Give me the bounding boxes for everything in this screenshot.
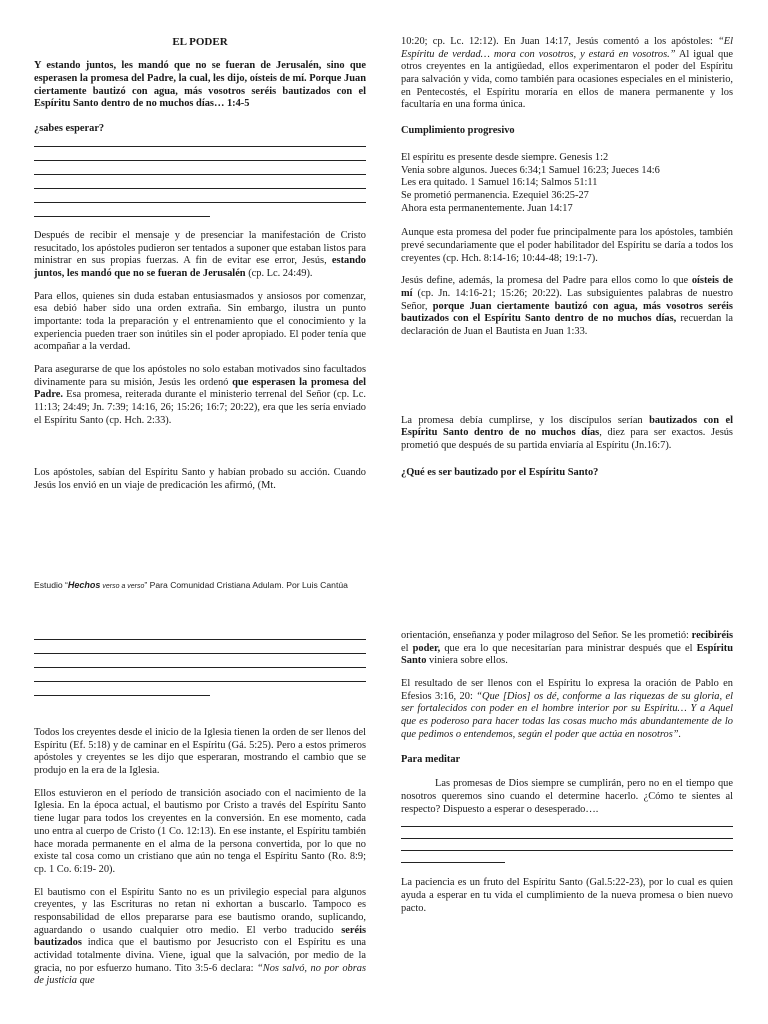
answer-line	[34, 695, 210, 696]
list-item: Se prometió permanencia. Ezequiel 36:25-27	[401, 189, 589, 201]
paragraph: La promesa debía cumplirse, y los discípulos serían bautizados con el Espíritu Santo dentro de no muchos días, diez para ser exactos. Jesús prometió que después de su partida enviaría al Espíritu (Jn.16:7).	[401, 414, 733, 452]
answer-lines	[34, 639, 366, 696]
answer-line	[34, 639, 366, 640]
answer-line	[401, 826, 733, 827]
answer-line	[34, 160, 366, 161]
paragraph: Las promesas de Dios siempre se cumplirán, pero no en el tiempo que nosotros queremos sino cuando el determine hacerlo. ¿Cómo te sientes al respecto? Dispuesto a esperar o desesperado….	[401, 778, 733, 815]
answer-line	[34, 653, 366, 654]
paragraph: El bautismo con el Espíritu Santo no es un privilegio especial para algunos creyentes, y las Escrituras no retan ni exhortan a buscarlo. Tampoco es responsabilidad de ellos prepararse para ese bautismo orando, suplicando, aguardando o usando cualquier otro medio. El verbo traducido seréis bautizados indica que el bautismo por Jesucristo con el Espíritu es una actividad totalmente divina. Viene, igual que la salvación, por medio de la gracia, no por esfuerzo humano. Tito 3:5-6 declara: “Nos salvó, no por obras de justicia que	[34, 886, 366, 987]
question-heading: ¿Qué es ser bautizado por el Espíritu Santo?	[401, 466, 599, 478]
section-heading: Para meditar	[401, 753, 461, 765]
page1-right-column	[401, 36, 733, 480]
page2-left-column	[34, 639, 366, 988]
answer-line	[34, 188, 366, 189]
list-item: Venia sobre algunos. Jueces 6:34;1 Samuel 16:23; Jueces 14:6	[401, 164, 660, 176]
paragraph: El resultado de ser llenos con el Espíritu lo expresa la oración de Pablo en Efesios 3:16, 20: “Que [Dios] os dé, conforme a las riquezas de su gloria, el ser fortalecidos con poder en el hombre interior por su Espíritu… Y a Aquel que es poderoso para hacer todas las cosas mucho más abundantemente de lo que pedimos o entendemos, según el poder que actúa en nosotros”.	[401, 678, 733, 740]
list-item: Les era quitado. 1 Samuel 16:14; Salmos 51:11	[401, 177, 598, 189]
answer-line	[401, 862, 505, 863]
page-footer: Estudio “Hechos verso a verso” Para Comunidad Cristiana Adulam. Por Luis Cantúa	[34, 580, 348, 590]
progress-list	[401, 152, 733, 215]
list-item: El espíritu es presente desde siempre. Genesis 1:2	[401, 151, 609, 163]
paragraph: Jesús define, además, la promesa del Padre para ellos como lo que oísteis de mí (cp. Jn. 14:16-21; 15:26; 20:22). Las subsiguientes palabras de nuestro Señor, porque Juan ciertamente bautizó con agua, más vosotros seréis bautizados con el Espíritu Santo dentro de no muchos días, recuerdan la declaración de Juan el Bautista en Juan 1:33.	[401, 275, 733, 338]
answer-line	[401, 850, 733, 851]
page-title: EL PODER	[172, 36, 228, 48]
section-heading: Cumplimiento progresivo	[401, 125, 515, 137]
paragraph: Ellos estuvieron en el período de transición asociado con el nacimiento de la Iglesia. En la época actual, el bautismo por Cristo a través del Espíritu Santo tiene lugar para todos los creyentes en la conversión. En ese momento, cada uno entra al cuerpo de Cristo (1 Co. 12:13). En ese instante, el Espíritu también hace morada permanente en el alma de la persona convertida, por lo que no existe tal cosa como un cristiano que aún no tenga el Espíritu Santo (Ro. 8:9; cp. 1 Co. 6:19- 20).	[34, 787, 366, 875]
answer-lines	[401, 826, 733, 863]
paragraph: La paciencia es un fruto del Espíritu Santo (Gal.5:22-23), por lo cual es quien ayuda a esperar en tu vida el cumplimiento de la nueva promesa o bien nuevo pacto.	[401, 877, 733, 914]
answer-line	[34, 667, 366, 668]
list-item: Ahora esta permanentemente. Juan 14:17	[401, 202, 573, 214]
page1-left-column	[34, 36, 366, 493]
paragraph: 10:20; cp. Lc. 12:12). En Juan 14:17, Jesús comentó a los apóstoles: “El Espíritu de verdad… mora con vosotros, y estará en vosotros.” Al igual que otros creyentes en la antigüedad, ellos experimentaron el poder del Espíritu para salvación y vida, como también para ocasiones especiales en el ministerio, en Pentecostés, el Espíritu moraría en ellos de manera permanente y los facultaría en una forma única.	[401, 36, 733, 111]
page2-right-column	[401, 630, 733, 915]
paragraph: Después de recibir el mensaje y de presenciar la manifestación de Cristo resucitado, los apóstoles pudieron ser tentados a suponer que estaban listos para ministrar en sus propias fuerzas. A fin de evitar ese error, Jesús, estando juntos, les mandó que no se fueran de Jerusalén (cp. Lc. 24:49).	[34, 229, 366, 279]
paragraph: Para ellos, quienes sin duda estaban entusiasmados y ansiosos por comenzar, esa debió haber sido una orden extraña. Sin embargo, ilustra un punto importante: toda la preparación y el entrenamiento que el conocimiento y la experiencia pueden traer son inútiles sin el poder apropiado. El poder tenía que acompañar a la verdad.	[34, 290, 366, 353]
paragraph: Aunque esta promesa del poder fue principalmente para los apóstoles, también prevé secundariamente que el poder habilitador del Espíritu se daría a todos los creyentes (cp. Hch. 8:14-16; 10:44-48; 19:1-7).	[401, 227, 733, 264]
answer-lines	[34, 146, 366, 217]
answer-line	[34, 202, 366, 203]
key-verse: Y estando juntos, les mandó que no se fueran de Jerusalén, sino que esperasen la promesa del Padre, la cual, les dijo, oísteis de mí. Porque Juan ciertamente bautizó con agua, más vosotros seréis bautizados con el Espíritu Santo dentro de no muchos días… 1:4-5	[34, 60, 366, 110]
question-heading: ¿sabes esperar?	[34, 123, 105, 135]
paragraph: orientación, enseñanza y poder milagroso del Señor. Se les prometió: recibiréis el poder, que era lo que necesitarían para ministrar después que el Espíritu Santo viniera sobre ellos.	[401, 630, 733, 667]
answer-line	[34, 216, 210, 217]
answer-line	[401, 838, 733, 839]
answer-line	[34, 146, 366, 147]
paragraph: Todos los creyentes desde el inicio de la Iglesia tienen la orden de ser llenos del Espíritu (Ef. 5:18) y de caminar en el Espíritu (Gá. 5:25). Pero a estos primeros apóstoles y creyentes se les dijo que esperaran, mostrando el cambio que se produjo en la era de la Iglesia.	[34, 727, 366, 777]
answer-line	[34, 174, 366, 175]
answer-line	[34, 681, 366, 682]
paragraph: Para asegurarse de que los apóstoles no solo estaban motivados sino facultados divinamente para su misión, Jesús les ordenó que esperasen la promesa del Padre. Esa promesa, reiterada durante el ministerio terrenal del Señor (cp. Lc. 11:13; 24:49; Jn. 7:39; 14:16, 26; 15:26; 16:7; 20:22), era que les sería enviado el Espíritu Santo (cp. Hch. 2:33).	[34, 364, 366, 426]
paragraph: Los apóstoles, sabían del Espíritu Santo y habían probado su acción. Cuando Jesús los envió en un viaje de predicación les afirmó, (Mt.	[34, 467, 366, 492]
